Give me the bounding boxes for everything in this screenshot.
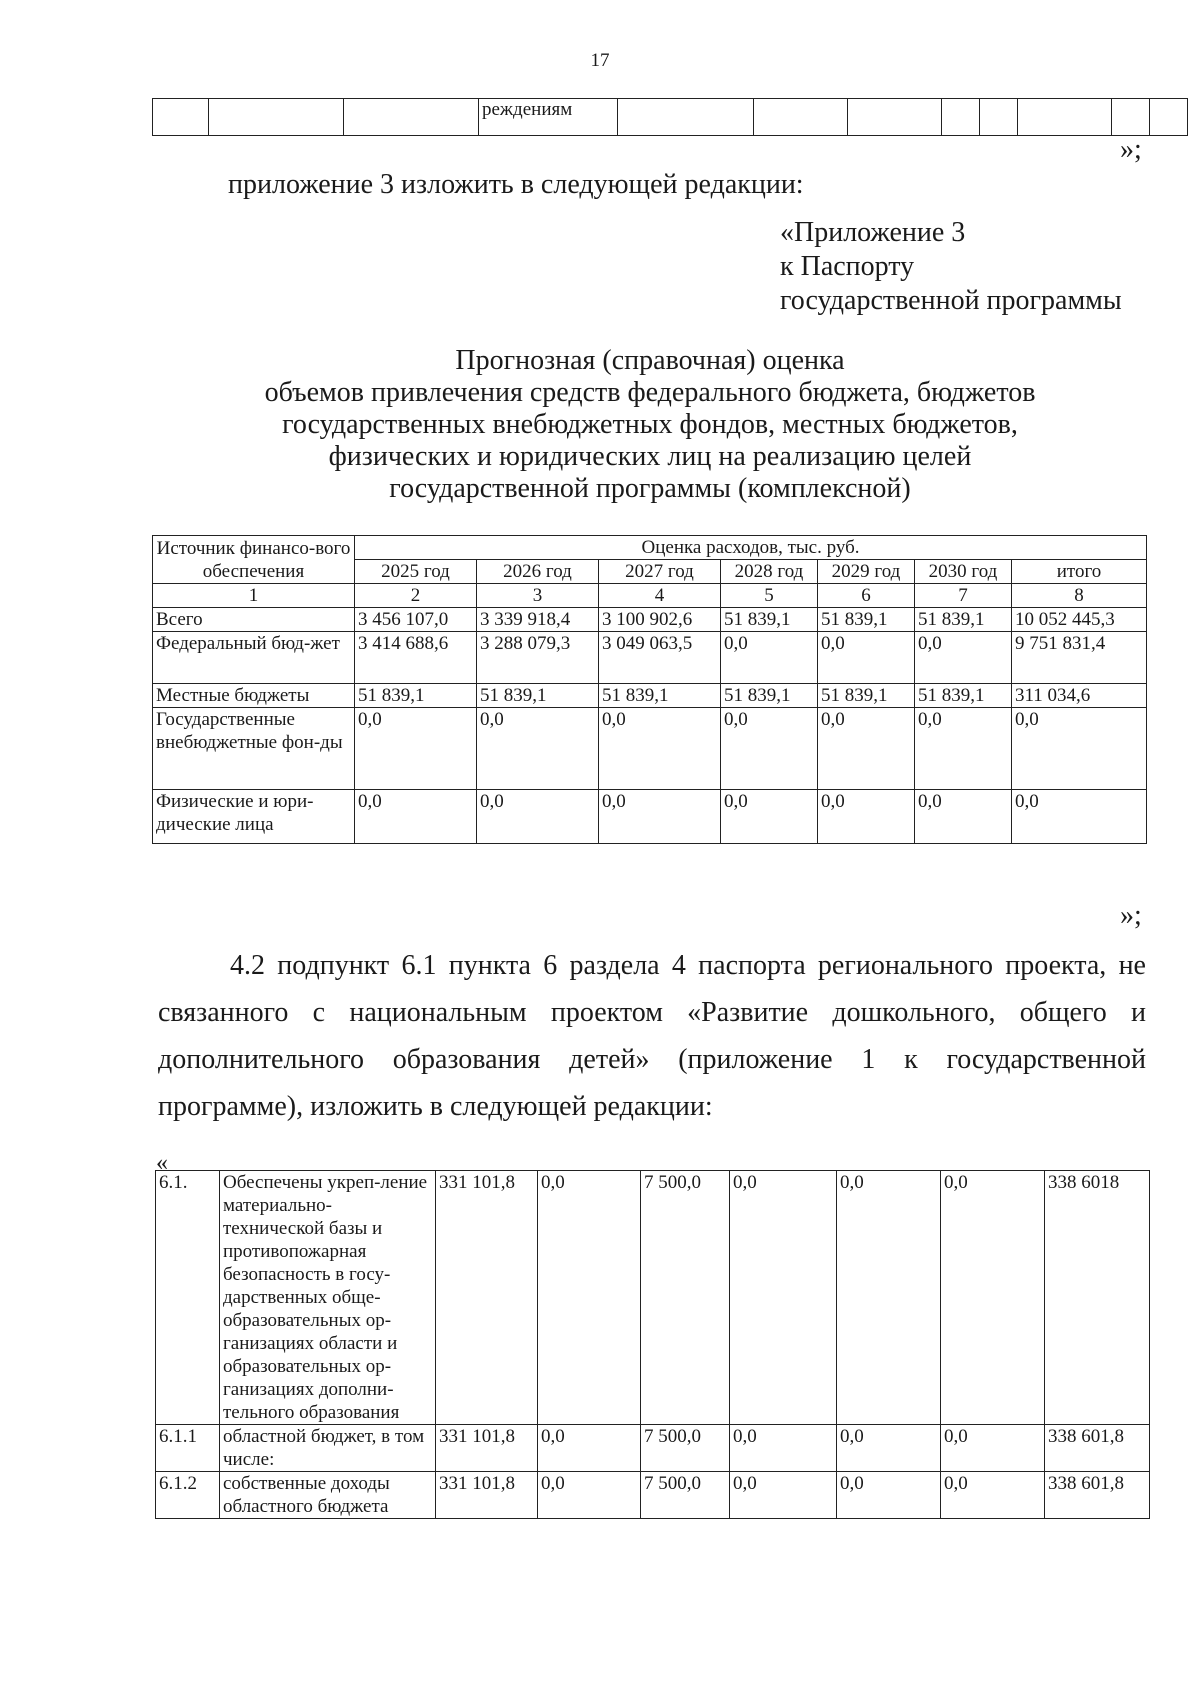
row-number: 6.1.1: [156, 1425, 220, 1472]
estimate-header: Оценка расходов, тыс. руб.: [355, 536, 1147, 560]
table-row: 6.1. Обеспечены укреп-ление материально-технической базы и противопожарная безопасность в госу-дарственных обще-образовательных ор-ганизациях области и образовательных ор-ганизациях дополни-тельного образования 331 101,8 0,0 7 500,0 0,0 0,0 0,0 338 6018: [156, 1171, 1150, 1425]
column-number-row: 1 2 3 4 5 6 7 8: [153, 584, 1147, 608]
year-header: 2025 год: [355, 560, 477, 584]
table-row: [153, 99, 1188, 136]
table-row: Всего 3 456 107,0 3 339 918,4 3 100 902,6 51 839,1 51 839,1 51 839,1 10 052 445,3: [153, 608, 1147, 632]
closing-quote: »;: [1120, 900, 1142, 931]
project-table: [155, 1170, 1150, 1519]
row-label: Обеспечены укреп-ление материально-технической базы и противопожарная безопасность в госу-дарственных обще-образовательных ор-ганизациях области и образовательных ор-ганизациях дополни-тельного образования: [220, 1171, 436, 1425]
year-header: 2028 год: [721, 560, 818, 584]
closing-quote: »;: [1120, 134, 1142, 165]
table-row: Государственные внебюджетные фон-ды 0,0 0,0 0,0 0,0 0,0 0,0 0,0: [153, 708, 1147, 790]
table-header-row: [153, 536, 1147, 560]
amendment-paragraph: 4.2 подпункт 6.1 пункта 6 раздела 4 паспорта регионального проекта, не связанного с национальным проектом «Развитие дошкольного, общего и дополнительного образования детей» (приложение 1 к государственной программе), изложить в следующей редакции:: [158, 950, 1146, 1122]
table-cell: реждениям: [479, 99, 618, 136]
year-header: 2026 год: [477, 560, 599, 584]
row-label: собственные доходы областного бюджета: [220, 1472, 436, 1519]
row-label: Федеральный бюд-жет: [153, 632, 355, 684]
year-header: 2029 год: [818, 560, 915, 584]
table-row: Федеральный бюд-жет 3 414 688,6 3 288 079,3 3 049 063,5 0,0 0,0 0,0 9 751 831,4: [153, 632, 1147, 684]
document-title: Прогнозная (справочная) оценка объемов привлечения средств федерального бюджета, бюджетов государственных внебюджетных фондов, местных бюджетов, физических и юридических лиц на реализацию целей государственной программы (комплексной): [264, 345, 1036, 504]
appendix-heading: «Приложение 3 к Паспорту государственной программы: [780, 217, 1122, 316]
previous-table-fragment: [152, 98, 1188, 136]
table-row: Местные бюджеты 51 839,1 51 839,1 51 839,1 51 839,1 51 839,1 51 839,1 311 034,6: [153, 684, 1147, 708]
row-label: Государственные внебюджетные фон-ды: [153, 708, 355, 790]
intro-text: приложение 3 изложить в следующей редакции:: [228, 169, 804, 200]
row-label: Всего: [153, 608, 355, 632]
table-row: Физические и юри-дические лица 0,0 0,0 0,0 0,0 0,0 0,0 0,0: [153, 790, 1147, 844]
table-row: 6.1.2 собственные доходы областного бюджета 331 101,8 0,0 7 500,0 0,0 0,0 0,0 338 601,8: [156, 1472, 1150, 1519]
row-number: 6.1.: [156, 1171, 220, 1425]
source-header: Источник финансо-вого обеспечения: [153, 536, 355, 584]
row-label: областной бюджет, в том числе:: [220, 1425, 436, 1472]
row-label: Местные бюджеты: [153, 684, 355, 708]
row-label: Физические и юри-дические лица: [153, 790, 355, 844]
table-row: 6.1.1 областной бюджет, в том числе: 331 101,8 0,0 7 500,0 0,0 0,0 0,0 338 601,8: [156, 1425, 1150, 1472]
finance-table: [152, 535, 1147, 844]
page-number: 17: [590, 50, 610, 71]
total-header: итого: [1012, 560, 1147, 584]
opening-quote: «: [156, 1150, 168, 1176]
year-header: 2027 год: [599, 560, 721, 584]
year-header: 2030 год: [915, 560, 1012, 584]
row-number: 6.1.2: [156, 1472, 220, 1519]
